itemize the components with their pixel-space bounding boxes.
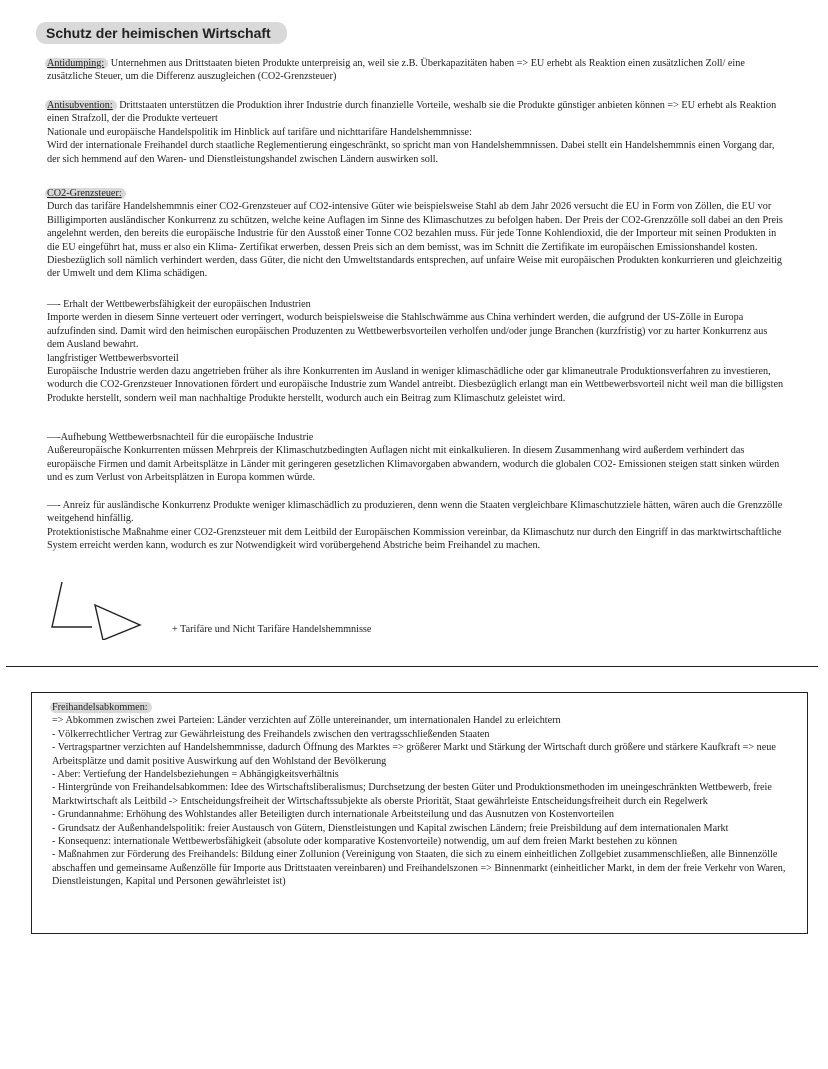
anreiz-text: Protektionistische Maßnahme einer CO2-Grenzsteuer mit dem Leitbild der Europäischen Kommission vereinbar, da Klimaschutz nur durch den Eingriff in das marktwirtschaftliche System erreicht werden kann, wodurch es zur Notwendigkeit wird vorübergehend Abstriche beim Freihandel zu machen. — [47, 526, 782, 552]
list-item: - Konsequenz: internationale Wettbewerbsfähigkeit (absolute oder komparative Kostenvorteile) notwendig, um auf dem freien Markt bestehen zu können — [52, 836, 678, 848]
section-anreiz — [47, 499, 787, 553]
section-antidumping — [47, 57, 787, 84]
anreiz-heading: —- Anreiz für ausländische Konkurrenz Produkte weniger klimaschädlich zu produzieren, denn wenn die Staaten vergleichbare Klimaschutzziele hätten, wären auch die Grenzzölle weitgehend hinfällig. — [47, 500, 783, 525]
handelspolitik-heading: Nationale und europäische Handelspolitik im Hinblick auf tarifäre und nichttarifäre Handelshemmnisse: — [47, 126, 472, 138]
antisubvention-label: Antisubvention: — [45, 100, 117, 111]
arrow-sketch — [50, 580, 160, 640]
co2-text: Durch das tarifäre Handelshemmnis einer CO2-Grenzsteuer auf CO2-intensive Güter wie beispielsweise Stahl ab dem Jahr 2026 versucht die EU in Form von Zöllen, die EU vor Billigimporten ausländischer Konkurrenz zu schützen, welche keine Auflagen im Sinne des Klimaschutzes zu befolgen haben. Der Preis der CO2-Grenzzölle soll dabei an den Preis angelehnt werden, den bereits die europäische Industrie für den Ausstoß einer Tonne CO2 bezahlen muss. Für jede Tonne Kohlendioxid, die der Importeur mit seinen Produkten in die EU eingeführt hat, muss er also ein Klima- Zertifikat erwerben, dessen Preis sich an dem bemisst, was im Schnitt die Zertifikate im europäischen Emissionshandel kosten. Diesbezüglich soll nämlich verhindert werden, dass Güter, die nicht den Umweltstandards entsprechen, auf unfaire Weise mit europäischen Produkten konkurrieren und gleichzeitig der Umwelt und dem Klima schädigen. — [47, 201, 783, 280]
handelshemmnis-definition: Wird der internationale Freihandel durch staatliche Reglementierung eingeschränkt, so spricht man von Handelshemmnissen. Dabei stellt ein Handelshemmnis einen Vorgang dar, der sich hemmend auf den Waren- und Dienstleistungshandel zwischen Ländern auswirken soll. — [47, 140, 775, 165]
section-aufhebung — [47, 431, 787, 485]
freihandel-label: Freihandelsabkommen: — [50, 702, 152, 713]
arrow-shaft — [52, 582, 92, 627]
section-co2-grenzsteuer — [47, 187, 787, 281]
aufhebung-heading: —-Aufhebung Wettbewerbsnachteil für die europäische Industrie — [47, 432, 314, 443]
list-item: => Abkommen zwischen zwei Parteien: Länder verzichten auf Zölle untereinander, um internationalen Handel zu erleichtern — [52, 715, 561, 727]
list-item: - Hintergründe von Freihandelsabkommen: Idee des Wirtschaftsliberalismus; Durchsetzung der besten Güter und Produktionsmethoden im uneingeschränkten Wettbewerb, freie Marktwirtschaft als Leitbild -> Entscheidungsfreiheit der Wirtschaftssubjekte als oberste Priorität, Staat gewährleiste Entscheidungsfreiheit durch ein Regelwerk — [52, 782, 772, 807]
wettbewerb-heading: —- Erhalt der Wettbewerbsfähigkeit der europäischen Industrien — [47, 299, 311, 310]
wettbewerb-text2: Europäische Industrie werden dazu angetrieben früher als ihre Konkurrenten im Ausland in weniger klimaschädliche oder gar klimaneutrale Produktionsverfahren zu investieren, wodurch die CO2-Grenzsteuer Innovationen fördert und europäische Industrie zum Wandel antreibt. Diesbezüglich erlangt man ein Wettbewerbsvorteil nicht weil man die billigsten Produkte herstellt, sondern weil man nachhaltige Produkte herstellt, wodurch auch ein Beitrag zum Klimaschutz geleistet wird. — [47, 366, 784, 404]
section-wettbewerbsfaehigkeit — [47, 298, 787, 405]
list-item: - Grundsatz der Außenhandelspolitik: freier Austausch von Gütern, Dienstleistungen und Kapital zwischen Ländern; freie Preisbildung auf dem internationalen Markt — [52, 822, 729, 834]
list-item: - Völkerrechtlicher Vertrag zur Gewährleistung des Freihandels zwischen den vertragsschließenden Staaten — [52, 728, 490, 740]
list-item: - Vertragspartner verzichten auf Handelshemmnisse, dadurch Öffnung des Marktes => größerer Markt und Stärkung der Wirtschaft durch größere und stärkere Kaufkraft => neue Arbeitsplätze und damit positive Auswirkung auf den Wohlstand der Bevölkerung — [52, 742, 776, 767]
list-item: - Grundannahme: Erhöhung des Wohlstandes aller Beteiligten durch internationale Arbeitsteilung und das Ausnutzen von Kostenvorteilen — [52, 809, 615, 821]
list-item: - Maßnahmen zur Förderung des Freihandels: Bildung einer Zollunion (Vereinigung von Staaten, die sich zu einem einheitlichen Zollgebiet zusammenschließen, alle Binnenzölle abschaffen und gemeinsame Außenzölle für Importe aus Drittstaaten vereinbaren) und Freihandelszonen => Binnenmarkt (einheitlicher Markt, in dem der freie Verkehr von Waren, Dienstleistungen, Kapital und Personen gewährleistet ist) — [52, 849, 786, 888]
wettbewerb-text: Importe werden in diesem Sinne verteuert oder verringert, wodurch beispielsweise die Stahlschwämme aus China verhindert werden, die aufgrund der US-Zölle in Europa aufzufinden sind. Damit wird den heimischen europäischen Produzenten zu Wettbewerbsvorteilen verholfen und/oder junge Branchen (kurzfristig) vor zu harter Konkurrenz aus dem Ausland bewahrt. — [47, 312, 768, 351]
antisubvention-text: Drittstaaten unterstützen die Produktion ihrer Industrie durch finanzielle Vorteile, weshalb sie die Produkte günstiger anbieten können => EU erhebt als Reaktion einen Strafzoll, der die Produkte verteuert — [47, 100, 777, 125]
diagram-label: + Tarifäre und Nicht Tarifäre Handelshemmnisse — [172, 624, 372, 635]
freihandel-box — [31, 692, 808, 934]
list-item: - Aber: Vertiefung der Handelsbeziehungen = Abhängigkeitsverhältnis — [52, 769, 339, 781]
divider — [6, 666, 818, 667]
aufhebung-text: Außereuropäische Konkurrenten müssen Mehrpreis der Klimaschutzbedingten Auflagen nicht mit einkalkulieren. In diesem Zusammenhang wird außerdem verhindert das europäische Firmen und damit Arbeitsplätze in Länder mit geringeren gesetzlichen Klimavorgaben abwandern, wodurch die globalen CO2- Emissionen steigen statt sinken würden und es zum Verlust von Arbeitsplätzen in Europa kommen würde. — [47, 445, 780, 484]
antidumping-label: Antidumping: — [45, 58, 108, 69]
page-title — [36, 22, 287, 44]
page-title-text: Schutz der heimischen Wirtschaft — [36, 22, 287, 44]
co2-label: CO2-Grenzsteuer: — [45, 188, 126, 199]
arrow-head — [95, 605, 140, 640]
section-antisubvention — [47, 99, 787, 166]
wettbewerb-subheading: langfristiger Wettbewerbsvorteil — [47, 352, 179, 364]
antidumping-text: Unternehmen aus Drittstaaten bieten Produkte unterpreisig an, weil sie z.B. Überkapazitäten haben => EU erhebt als Reaktion einen zusätzlichen Zoll/ eine zusätzliche Steuer, um die Differenz auszugleichen (CO2-Grenzsteuer) — [47, 58, 745, 83]
